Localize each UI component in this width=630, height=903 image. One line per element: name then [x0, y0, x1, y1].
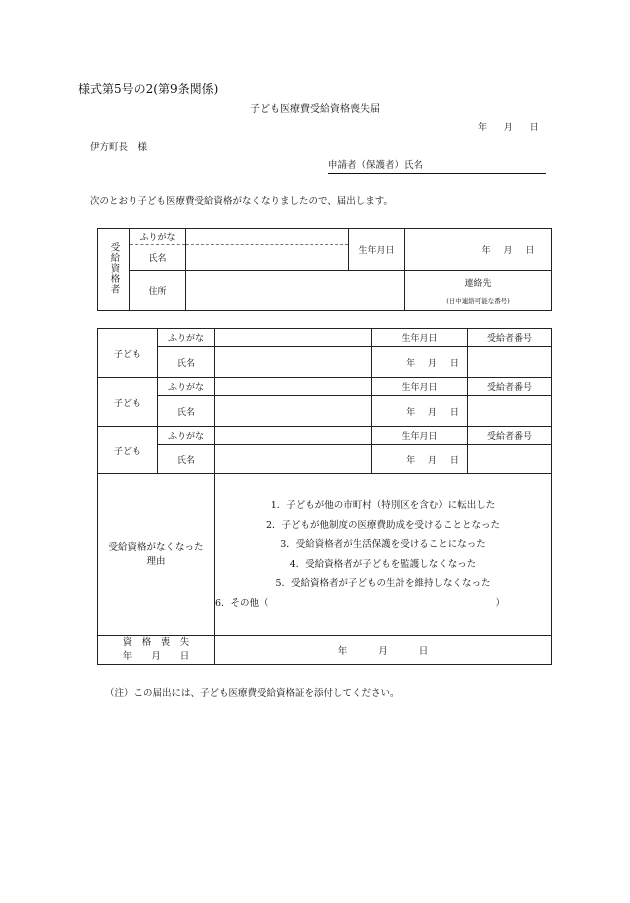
reason-option-6-label: 6．その他（ [215, 597, 269, 609]
child-3-birthdate-label: 生年月日 [372, 427, 468, 445]
eligible-person-side-label: 受給資格者 [98, 229, 130, 311]
child-3-name-label: 氏名 [158, 445, 215, 474]
contact-label: 連絡先 [464, 279, 492, 289]
child-2-recipient-no-label: 受給者番号 [468, 378, 552, 396]
address-label: 住所 [130, 271, 186, 311]
child-1-recipient-no-input[interactable] [468, 347, 552, 378]
child-3-birthdate-input[interactable]: 年 月 日 [372, 445, 468, 474]
reason-option-5[interactable]: 5．受給資格者が子どもの生計を維持しなくなった [275, 578, 491, 589]
contact-field[interactable] [405, 271, 552, 311]
form-number: 様式第5号の2(第9条関係) [78, 82, 219, 96]
intro-text: 次のとおり子ども医療費受給資格がなくなりましたので、届出します。 [90, 196, 394, 207]
loss-date-input[interactable]: 年 月 日 [215, 636, 552, 665]
child-2-recipient-no-input[interactable] [468, 396, 552, 427]
reason-option-2[interactable]: 2．子どもが他制度の医療費助成を受けることとなった [265, 519, 501, 531]
child-3-label: 子ども [98, 427, 158, 474]
reason-option-3[interactable]: 3．受給資格者が生活保護を受けることになった [280, 539, 486, 550]
child-1-furigana-label: ふりがな [158, 329, 215, 347]
child-2-furigana-input[interactable] [215, 378, 372, 396]
child-3-name-input[interactable] [215, 445, 372, 474]
child-2-furigana-label: ふりがな [158, 378, 215, 396]
name-label: 氏名 [130, 245, 186, 271]
eligible-person-table [97, 228, 552, 311]
eligible-furigana-input[interactable] [186, 229, 349, 245]
birthdate-label: 生年月日 [349, 229, 405, 271]
footnote: （注）この届出には、子ども医療費受給資格証を添付してください。 [105, 688, 400, 699]
applicant-name-field[interactable]: 申請者（保護者）氏名 [328, 157, 546, 174]
child-1-name-input[interactable] [215, 347, 372, 378]
reason-option-4[interactable]: 4．受給資格者が子どもを監護しなくなった [289, 558, 477, 570]
child-2-name-label: 氏名 [158, 396, 215, 427]
child-2-birthdate-label: 生年月日 [372, 378, 468, 396]
child-3-furigana-input[interactable] [215, 427, 372, 445]
loss-date-label: 資 格 喪 失 年 月 日 [98, 636, 215, 665]
eligible-birthdate-input[interactable]: 年 月 日 [405, 229, 552, 271]
child-1-name-label: 氏名 [158, 347, 215, 378]
addressee: 伊方町長 様 [90, 142, 148, 153]
eligible-address-input[interactable] [186, 271, 405, 311]
child-2-birthdate-input[interactable]: 年 月 日 [372, 396, 468, 427]
child-1-label: 子ども [98, 329, 158, 378]
reason-option-1[interactable]: 1．子どもが他の市町村（特別区を含む）に転出した [270, 500, 496, 511]
child-2-name-input[interactable] [215, 396, 372, 427]
children-table [97, 328, 552, 665]
child-1-recipient-no-label: 受給者番号 [468, 329, 552, 347]
submission-date[interactable]: 年 月 日 [478, 123, 539, 133]
reasons-label: 受給資格がなくなった 理由 [98, 474, 215, 636]
child-3-recipient-no-label: 受給者番号 [468, 427, 552, 445]
page-title: 子ども医療費受給資格喪失届 [250, 104, 380, 115]
child-3-recipient-no-input[interactable] [468, 445, 552, 474]
eligible-name-input[interactable] [186, 245, 349, 271]
reasons-list [215, 474, 552, 636]
reason-option-6-close: ） [495, 597, 505, 609]
child-3-furigana-label: ふりがな [158, 427, 215, 445]
child-1-birthdate-label: 生年月日 [372, 329, 468, 347]
contact-note: (日中連絡可能な番号) [446, 297, 510, 305]
child-1-birthdate-input[interactable]: 年 月 日 [372, 347, 468, 378]
furigana-label: ふりがな [130, 229, 186, 245]
child-2-label: 子ども [98, 378, 158, 427]
child-1-furigana-input[interactable] [215, 329, 372, 347]
reason-option-6[interactable] [215, 594, 505, 614]
